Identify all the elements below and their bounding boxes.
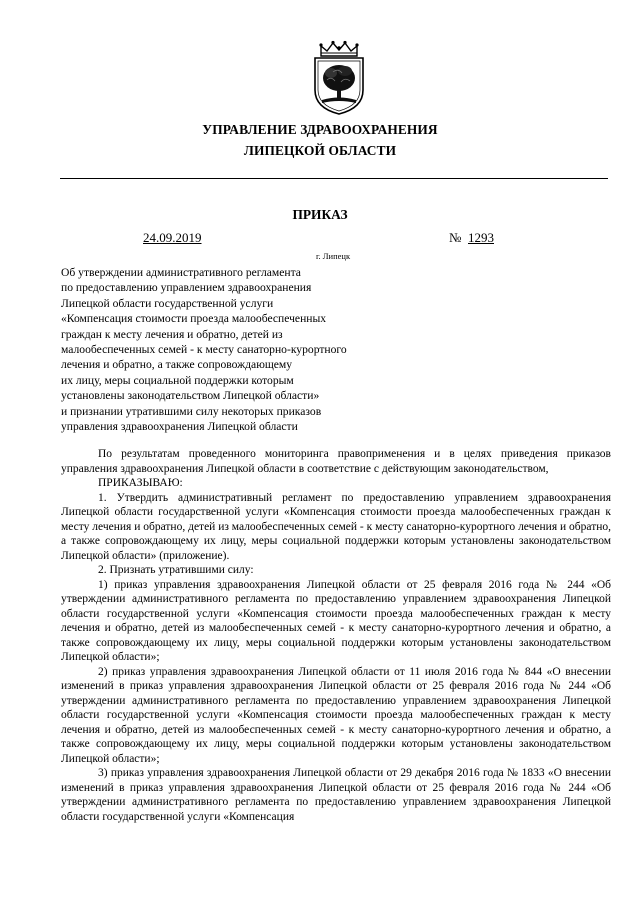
organization-name-line1: УПРАВЛЕНИЕ ЗДРАВООХРАНЕНИЯ	[202, 122, 438, 137]
title-line: установлены законодательством Липецкой области»	[61, 389, 320, 403]
document-number: 1293	[468, 230, 494, 245]
intro-paragraph: По результатам проведенного мониторинга правоприменения и в целях приведения приказов управления здравоохранения Липецкой области в соответствие с действующим законодательством,	[61, 448, 611, 475]
title-line: их лицу, меры социальной поддержки которым	[61, 373, 294, 387]
title-line: Об утверждении административного регламента	[61, 266, 301, 279]
document-body	[61, 447, 611, 824]
title-line: Липецкой области государственной услуги	[61, 296, 274, 310]
title-line: управления здравоохранения Липецкой области	[61, 420, 298, 434]
subitem-1-paragraph: 1) приказ управления здравоохранения Липецкой области от 25 февраля 2016 года № 244 «Об утверждении административного регламента по предоставлению управлением здравоохранения Липецкой области государственной услуги «Компенсация стоимости проезда малообеспеченных граждан к месту лечения и обратно, детей из малообеспеченных семей - к месту санаторно-курортного лечения и обратно, а также сопровождающему их лицу, меры социальной поддержки которым установлены законодательством Липецкой области»;	[61, 578, 611, 663]
title-line: «Компенсация стоимости проезда малообеспеченных	[61, 312, 327, 326]
item-2-paragraph: 2. Признать утратившими силу:	[98, 564, 254, 576]
title-line: и признании утратившими силу некоторых приказов	[61, 404, 322, 418]
title-line: лечения и обратно, а также сопровождающему	[61, 358, 293, 372]
document-number-label: №	[449, 230, 462, 245]
coat-of-arms-icon	[311, 40, 367, 116]
organization-name-line2: ЛИПЕЦКОЙ ОБЛАСТИ	[243, 143, 397, 158]
document-type: ПРИКАЗ	[292, 207, 348, 222]
subitem-2-paragraph: 2) приказ управления здравоохранения Липецкой области от 11 июля 2016 года № 844 «О внесении изменений в приказ управления здравоохранения Липецкой области от 25 февраля 2016 года № 244 «Об утверждении административного регламента по предоставлению управлением здравоохранения Липецкой области государственной услуги «Компенсация стоимости проезда малообеспеченных граждан к месту лечения и обратно, детей из малообеспеченных семей - к месту санаторно-курортного лечения и обратно, а также сопровождающему их лицу, меры социальной поддержки которым установлены законодательством Липецкой области»;	[61, 665, 611, 765]
document-date: 24.09.2019	[143, 230, 202, 245]
subitem-3-paragraph: 3) приказ управления здравоохранения Липецкой области от 29 декабря 2016 года № 1833 «О внесении изменений в приказ управления здравоохранения Липецкой области от 25 февраля 2016 года № 244 «Об утверждении административного регламента по предоставлению управлением здравоохранения Липецкой области государственной услуги «Компенсация	[61, 767, 611, 823]
document-city: г. Липецк	[316, 251, 351, 261]
header-divider	[60, 178, 608, 179]
document-title	[61, 265, 401, 434]
title-line: малообеспеченных семей - к месту санаторно-курортного	[61, 343, 347, 357]
title-line: по предоставлению управлением здравоохранения	[61, 281, 312, 295]
item-1-paragraph: 1. Утвердить административный регламент по предоставлению управлением здравоохранения Липецкой области государственной услуги «Компенсация стоимости проезда малообеспеченных граждан к месту лечения и обратно, детей из малообеспеченных семей - к месту санаторно-курортного лечения и обратно, а также сопровождающему их лицу, меры социальной поддержки которым установлены законодательством Липецкой области» (приложение).	[61, 491, 611, 562]
title-line: граждан к месту лечения и обратно, детей из	[61, 327, 283, 341]
order-word: ПРИКАЗЫВАЮ:	[98, 477, 183, 489]
